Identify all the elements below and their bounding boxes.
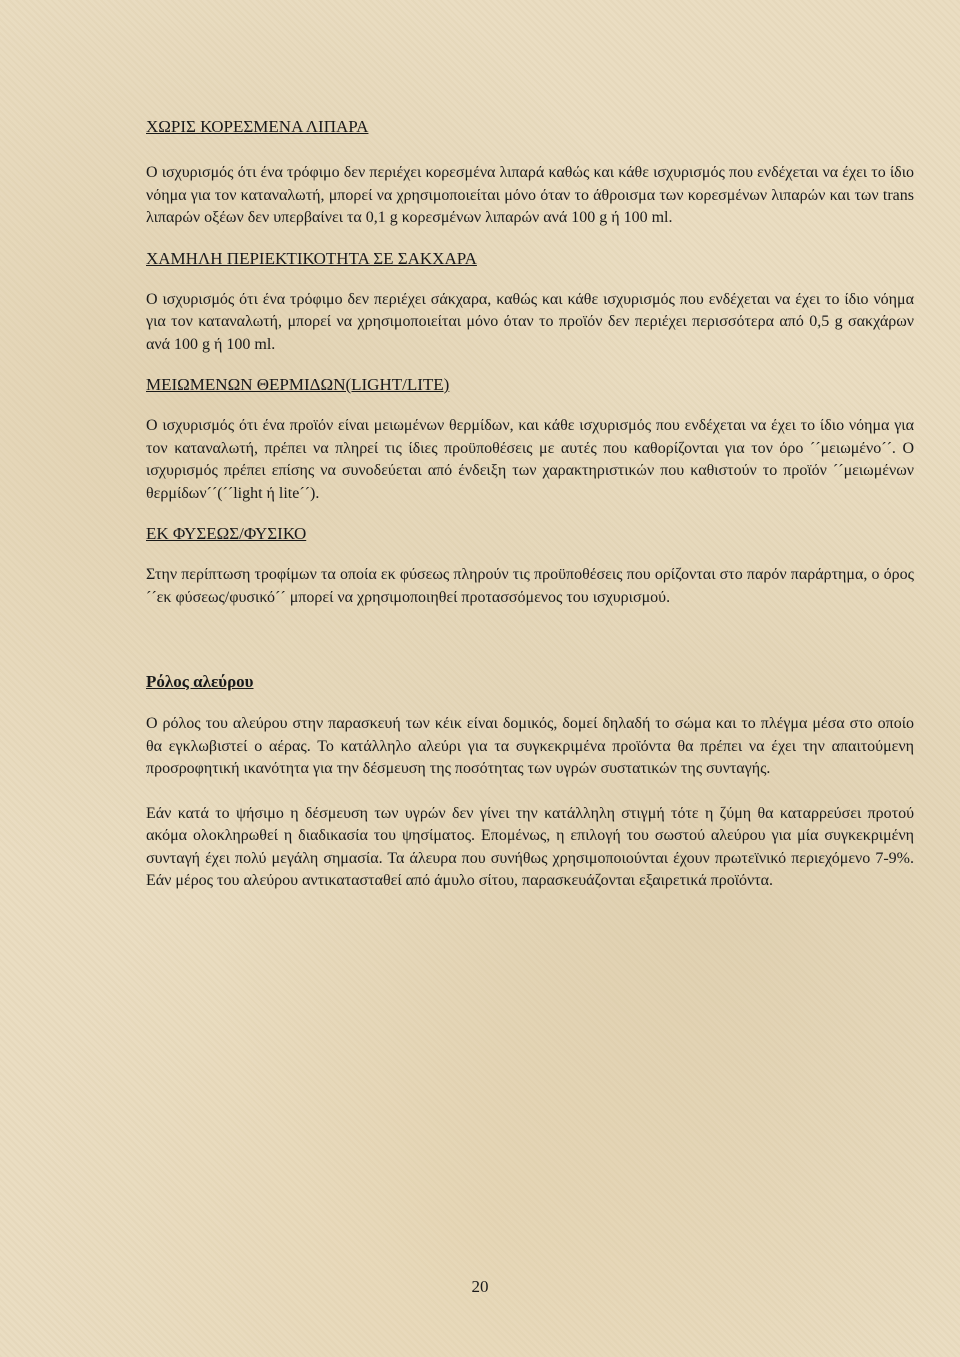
paragraph-reduced-calories: Ο ισχυρισμός ότι ένα προϊόν είναι μειωμένων θερμίδων, και κάθε ισχυρισμός που ενδέχεται να έχει το ίδιο νόημα για τον καταναλωτή, πρέπει να πληρεί τις ίδιες προϋποθέσεις με αυτές που καθορίζονται για τον όρο ´´μειωμένο´´. Ο ισχυρισμός πρέπει επίσης να συνοδεύεται από ένδειξη των χαρακτηριστικών που καθιστούν το προϊόν ´´μειωμένων θερμίδων´´(´´light ή lite´´). bbox=[146, 417, 914, 502]
paragraph-natural: Στην περίπτωση τροφίμων τα οποία εκ φύσεως πληρούν τις προϋποθέσεις που ορίζονται στο παρόν παράρτημα, ο όρος ´´εκ φύσεως/φυσικό´´ μπορεί να χρησιμοποιηθεί προτασσόμενος του ισχυρισμού. bbox=[146, 566, 914, 606]
heading-natural: ΕΚ ΦΥΣΕΩΣ/ΦΥΣΙΚΟ bbox=[146, 524, 307, 543]
heading-low-sugar: ΧΑΜΗΛΗ ΠΕΡΙΕΚΤΙΚΟΤΗΤΑ ΣΕ ΣΑΚΧΑΡΑ bbox=[146, 248, 477, 268]
paragraph-flour-role-2: Εάν κατά το ψήσιμο η δέσμευση των υγρών δεν γίνει την κατάλληλη στιγμή τότε η ζύμη θα καταρρεύσει προτού ακόμα ολοκληρωθεί η διαδικασία του ψησίματος. Επομένως, η επιλογή του σωστού αλεύρου για μία συγκεκριμένη συνταγή έχει πολύ μεγάλη σημασία. Τα άλευρα που συνήθως χρησιμοποιούνται έχουν πρωτεϊνικό περιεχόμενο 7-9%. Εάν μέρος του αλεύρου αντικατασταθεί από άμυλο σίτου, παρασκευάζονται εξαιρετικά προϊόντα. bbox=[146, 804, 914, 889]
heading-no-saturated-fat: ΧΩΡΙΣ ΚΟΡΕΣΜΕΝΑ ΛΙΠΑΡΑ bbox=[146, 117, 369, 136]
paragraph-flour-role-1: Ο ρόλος του αλεύρου στην παρασκευή των κέικ είναι δομικός, δομεί δηλαδή το σώμα και το πλέγμα μέσα στο οποίο θα εγκλωβιστεί ο αέρας. Το κατάλληλο αλεύρι για τα συγκεκριμένα προϊόντα θα πρέπει να έχει την απαιτούμενη προσροφητική ικανότητα για την δέσμευση της ποσότητας των υγρών συστατικών της συνταγής. bbox=[146, 715, 914, 777]
heading-flour-role: Ρόλος αλεύρου bbox=[146, 672, 254, 691]
paragraph-low-sugar: Ο ισχυρισμός ότι ένα τρόφιμο δεν περιέχει σάκχαρα, καθώς και κάθε ισχυρισμός που ενδέχεται να έχει το ίδιο νόημα για τον καταναλωτή, μπορεί να χρησιμοποιείται μόνο όταν το προϊόν δεν περιέχει περισσότερα από 0,5 g σακχάρων ανά 100 g ή 100 ml. bbox=[146, 290, 914, 353]
page-number: 20 bbox=[471, 1277, 489, 1296]
paragraph-no-saturated-fat: Ο ισχυρισμός ότι ένα τρόφιμο δεν περιέχει κορεσμένα λιπαρά καθώς και κάθε ισχυρισμός που ενδέχεται να έχει το ίδιο νόημα για τον καταναλωτή, μπορεί να χρησιμοποιείται μόνο όταν το άθροισμα των κορεσμένων λιπαρών και των trans λιπαρών οξέων δεν υπερβαίνει τα 0,1 g κορεσμένων λιπαρών ανά 100 g ή 100 ml. bbox=[146, 164, 914, 226]
page-content bbox=[146, 114, 914, 893]
heading-reduced-calories: ΜΕΙΩΜΕΝΩΝ ΘΕΡΜΙΔΩΝ(LIGHT/LITE) bbox=[146, 375, 450, 394]
